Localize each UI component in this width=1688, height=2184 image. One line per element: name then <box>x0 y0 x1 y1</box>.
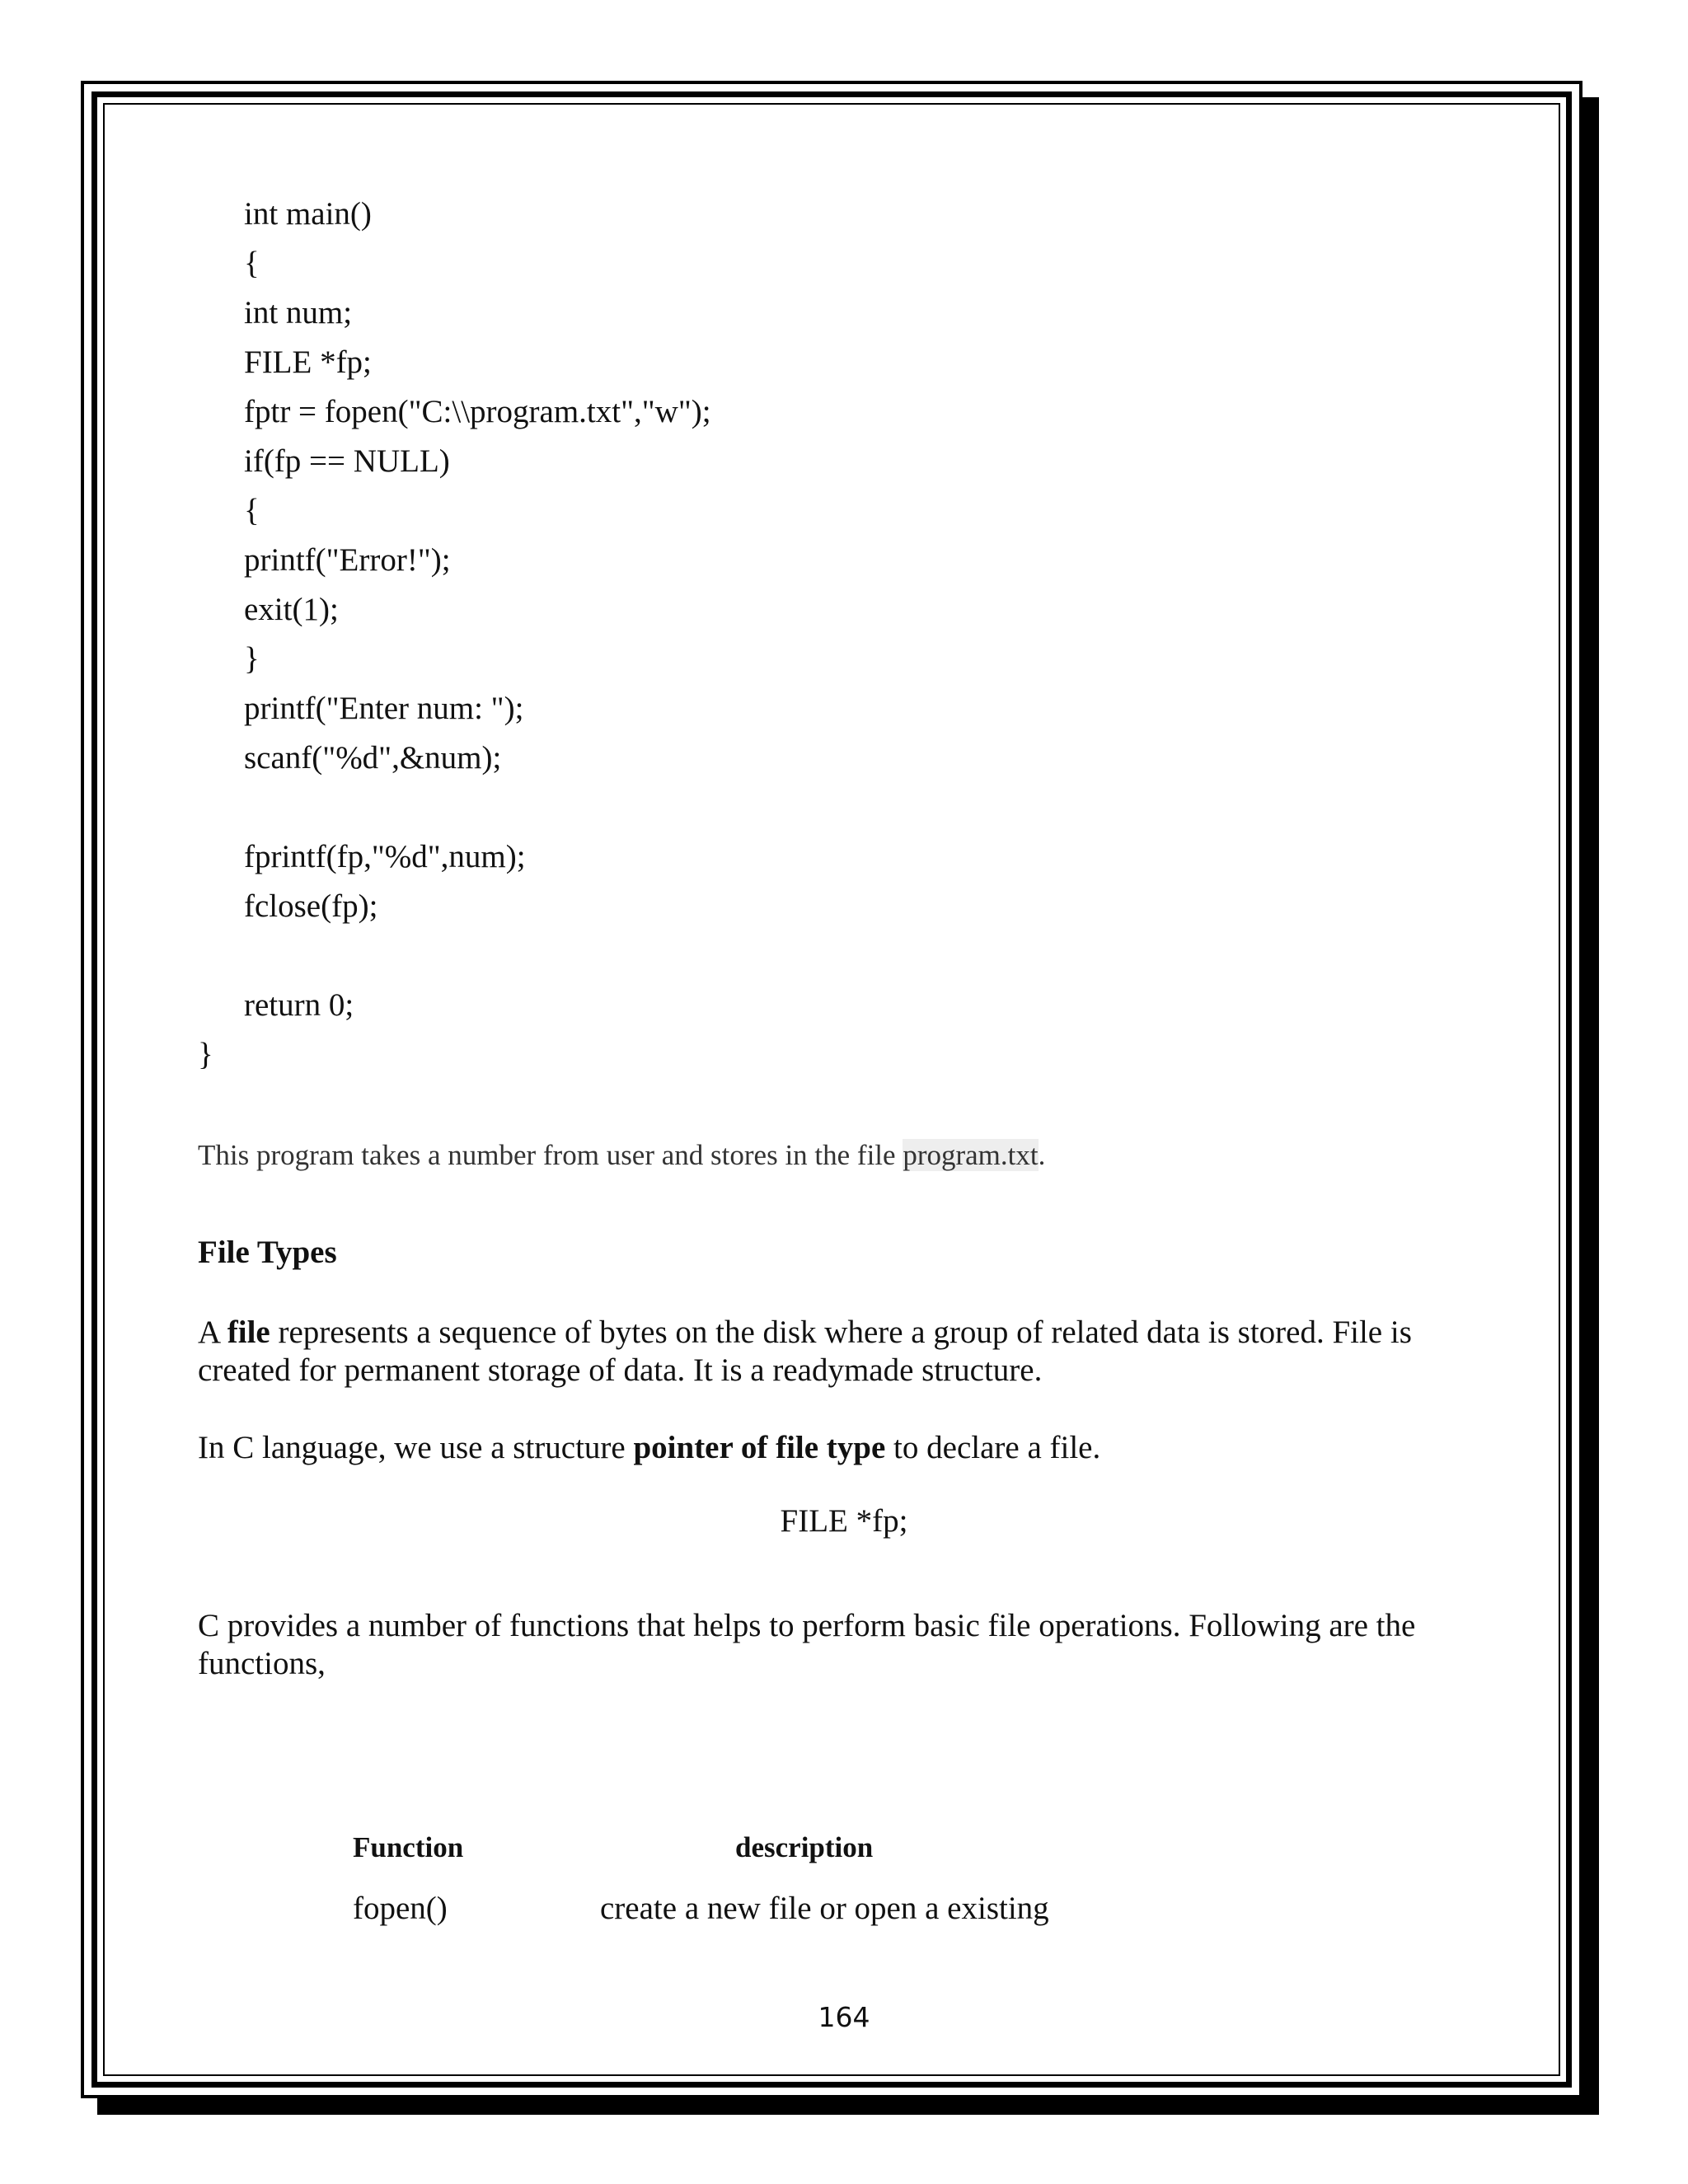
code-line: exit(1); <box>244 592 339 627</box>
program-caption <box>198 1137 1045 1174</box>
para2-bold-term: pointer of file type <box>633 1430 886 1465</box>
code-line: scanf("%d",&num); <box>244 740 502 776</box>
file-pointer-declaration: FILE *fp; <box>780 1503 908 1539</box>
paragraph-line: functions, <box>198 1646 326 1681</box>
table-header-function: Function <box>353 1831 464 1863</box>
section-heading: File Types <box>198 1235 337 1270</box>
code-line: return 0; <box>244 987 354 1023</box>
paragraph-file-definition <box>198 1314 1467 1390</box>
caption-text: This program takes a number from user and stores in the file <box>198 1139 903 1171</box>
paragraph-functions-intro <box>198 1607 1467 1683</box>
para1-pre: A <box>198 1315 227 1350</box>
code-line: int main() <box>244 196 372 232</box>
page-number: 164 <box>818 2001 870 2033</box>
para2-pre: In C language, we use a structure <box>198 1430 634 1465</box>
code-line: fptr = fopen("C:\\program.txt","w"); <box>244 394 711 429</box>
code-line: fclose(fp); <box>244 888 378 924</box>
paragraph-file-pointer <box>198 1429 1467 1467</box>
code-line: int num; <box>244 295 353 330</box>
paragraph-line <box>198 1314 1467 1352</box>
code-line: printf("Enter num: "); <box>244 691 524 726</box>
paragraph-line: C provides a number of functions that helps to perform basic file operations. Following are the <box>198 1608 1416 1643</box>
para1-bold-term: file <box>227 1315 270 1350</box>
code-line: } <box>244 641 260 677</box>
table-cell-function: fopen() <box>353 1891 448 1926</box>
code-line: } <box>198 1037 213 1072</box>
code-line: FILE *fp; <box>244 344 372 380</box>
table-header-description: description <box>735 1831 874 1863</box>
code-line: { <box>244 246 260 281</box>
code-line: { <box>244 493 260 528</box>
caption-end: . <box>1038 1139 1046 1171</box>
caption-filename: program.txt <box>903 1139 1039 1171</box>
para1-rest: represents a sequence of bytes on the disk where a group of related data is stored. File is <box>270 1315 1412 1350</box>
code-line: if(fp == NULL) <box>244 443 450 479</box>
table-cell-description: create a new file or open a existing <box>600 1891 1049 1926</box>
para2-post: to declare a file. <box>885 1430 1101 1465</box>
code-line: printf("Error!"); <box>244 542 451 578</box>
paragraph-line: created for permanent storage of data. It is a readymade structure. <box>198 1352 1043 1388</box>
page-border <box>81 81 1582 2098</box>
page-border-inner <box>91 91 1572 2088</box>
code-line: fprintf(fp,"%d",num); <box>244 839 526 874</box>
